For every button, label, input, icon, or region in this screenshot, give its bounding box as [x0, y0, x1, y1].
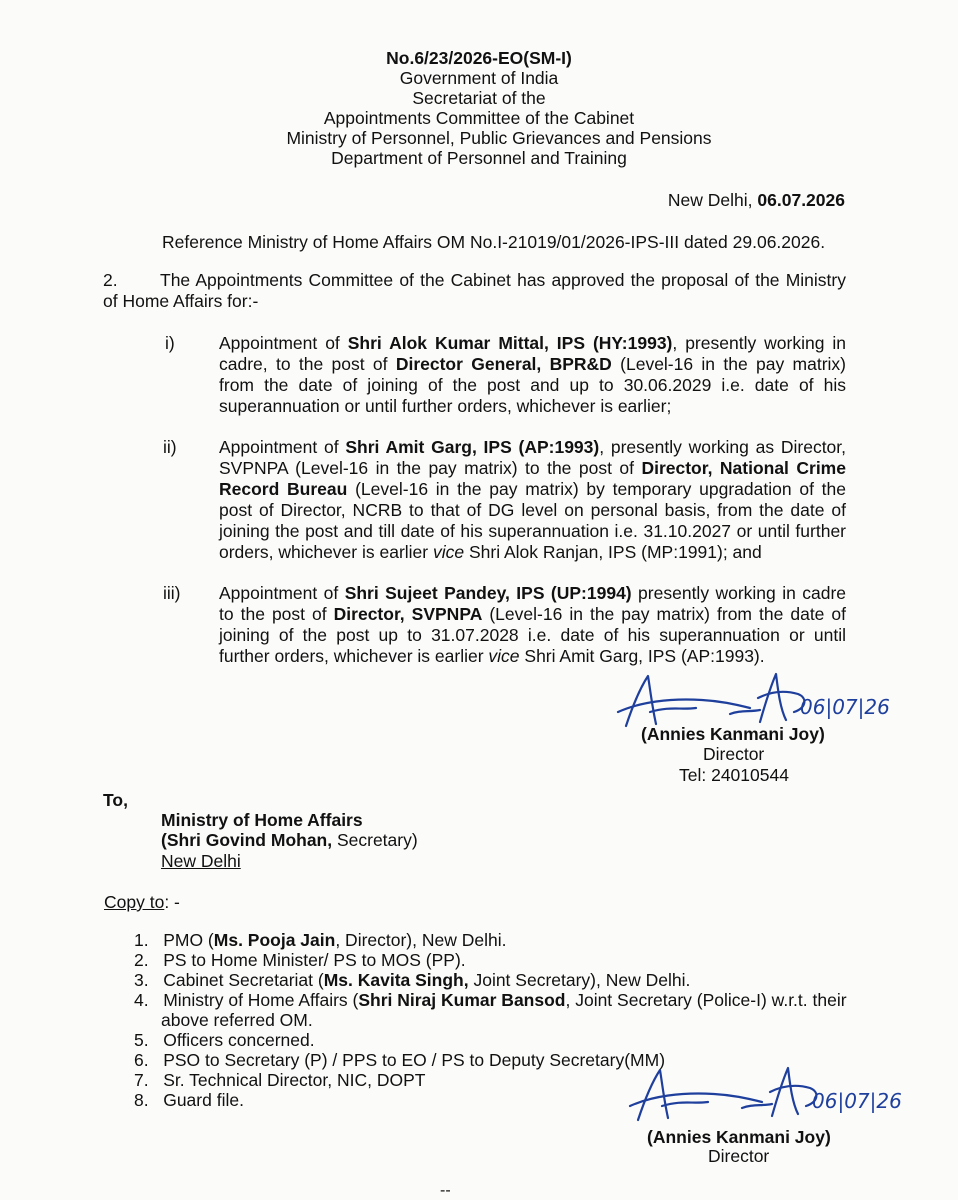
- item-1-label: i): [165, 333, 175, 353]
- item-2-line-4: post of Director, NCRB to that of DG level on personal basis, from the date of: [219, 500, 846, 520]
- header-line-1: Government of India: [399, 68, 559, 88]
- item-2-line-2: SVPNPA (Level-16 in the pay matrix) to the post of Director, National Crime: [219, 458, 846, 478]
- item-1-line-1: Appointment of Shri Alok Kumar Mittal, IPS (HY:1993), presently working in: [219, 333, 847, 353]
- item-2-label: ii): [163, 437, 177, 457]
- signatory-name-1: (Annies Kanmani Joy): [641, 724, 825, 744]
- copy-item-6: 6. PSO to Secretary (P) / PPS to EO / PS to Deputy Secretary(MM): [134, 1050, 666, 1070]
- to-person: (Shri Govind Mohan, Secretary): [161, 830, 418, 850]
- place-date: New Delhi, 06.07.2026: [667, 190, 845, 210]
- reference-line: Reference Ministry of Home Affairs OM No.I-21019/01/2026-IPS-III dated 29.06.2026.: [162, 232, 826, 252]
- file-number: No.6/23/2026-EO(SM-I): [386, 48, 572, 68]
- copy-item-4-cont: above referred OM.: [161, 1010, 313, 1030]
- signatory-name-2: (Annies Kanmani Joy): [647, 1127, 831, 1147]
- item-2-line-6: orders, whichever is earlier vice Shri Alok Ranjan, IPS (MP:1991); and: [219, 542, 762, 562]
- item-3-line-1: Appointment of Shri Sujeet Pandey, IPS (UP:1994) presently working in cadre: [219, 583, 847, 603]
- item-3-line-3: joining of the post up to 31.07.2028 i.e. date of his superannuation or until: [219, 625, 846, 645]
- header-line-2: Secretariat of the: [412, 88, 546, 108]
- copy-item-1: 1. PMO (Ms. Pooja Jain, Director), New Delhi.: [134, 930, 507, 950]
- item-2-line-5: joining the post and till date of his superannuation i.e. 31.10.2027 or until further: [219, 521, 846, 541]
- to-city: New Delhi: [161, 851, 241, 871]
- copy-to-label: Copy to: -: [104, 892, 180, 912]
- item-3-line-2: to the post of Director, SVPNPA (Level-16 in the pay matrix) from the date of: [219, 604, 847, 624]
- header-line-3: Appointments Committee of the Cabinet: [323, 108, 635, 128]
- to-label: To,: [103, 790, 128, 810]
- copy-item-2: 2. PS to Home Minister/ PS to MOS (PP).: [134, 950, 466, 970]
- page-end-marker: --: [440, 1182, 451, 1199]
- copy-item-3: 3. Cabinet Secretariat (Ms. Kavita Singh, Joint Secretary), New Delhi.: [134, 970, 691, 990]
- item-3-label: iii): [163, 583, 181, 603]
- copy-item-5: 5. Officers concerned.: [134, 1030, 315, 1050]
- signatory-designation-2: Director: [708, 1146, 770, 1166]
- para-line-1: The Appointments Committee of the Cabinet has approved the proposal of the Ministry: [160, 270, 846, 290]
- copy-item-7: 7. Sr. Technical Director, NIC, DOPT: [134, 1070, 426, 1090]
- para-number: 2.: [103, 270, 118, 290]
- to-ministry: Ministry of Home Affairs: [161, 810, 363, 830]
- handwritten-signature-2: [622, 1062, 912, 1134]
- para-line-2: of Home Affairs for:-: [103, 291, 259, 311]
- item-2-line-3: Record Bureau (Level-16 in the pay matrix) by temporary upgradation of the: [219, 479, 847, 499]
- item-1-line-2: cadre, to the post of Director General, BPR&D (Level-16 in the pay matrix): [219, 354, 846, 374]
- item-1-line-4: superannuation or until further orders, whichever is earlier;: [219, 396, 672, 416]
- svg-text:06|07|26: 06|07|26: [800, 695, 890, 719]
- header-line-4: Ministry of Personnel, Public Grievances and Pensions: [286, 128, 712, 148]
- signatory-tel: Tel: 24010544: [679, 765, 789, 785]
- signatory-designation-1: Director: [703, 744, 765, 764]
- header-line-5: Department of Personnel and Training: [331, 148, 627, 168]
- item-2-line-1: Appointment of Shri Amit Garg, IPS (AP:1993), presently working as Director,: [219, 437, 847, 457]
- copy-item-4: 4. Ministry of Home Affairs (Shri Niraj Kumar Bansod, Joint Secretary (Police-I) w.r.t. their: [134, 990, 847, 1010]
- copy-item-8: 8. Guard file.: [134, 1090, 244, 1110]
- item-3-line-4: further orders, whichever is earlier vice Shri Amit Garg, IPS (AP:1993).: [219, 646, 765, 666]
- svg-text:06|07|26: 06|07|26: [812, 1089, 902, 1113]
- item-1-line-3: from the date of joining of the post and up to 30.06.2029 i.e. date of his: [219, 375, 846, 395]
